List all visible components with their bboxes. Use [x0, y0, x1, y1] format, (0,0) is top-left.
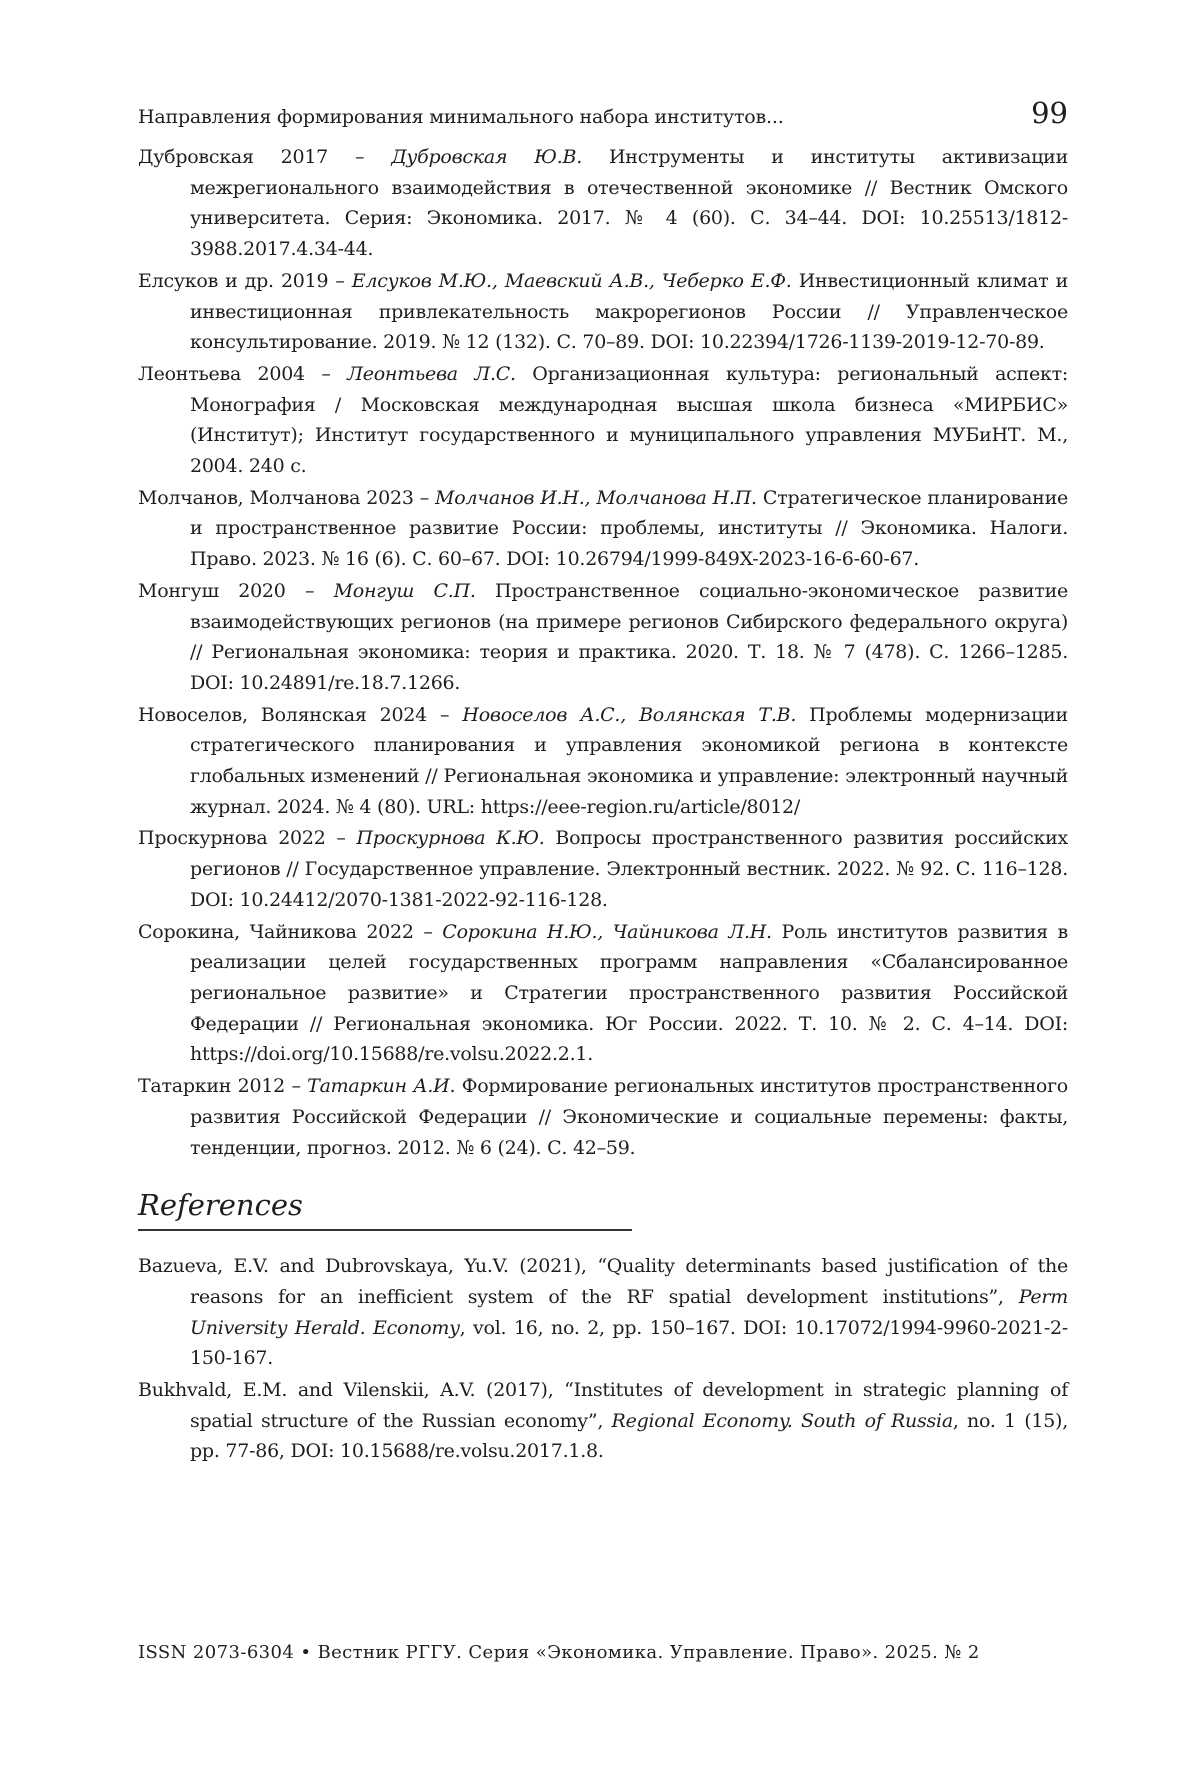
page-content — [138, 96, 1068, 1468]
reference-entry: Сорокина, Чайникова 2022 – Сорокина Н.Ю., Чайникова Л.Н. Роль институтов развития в реализации целей государственных программ направления «Сбалансированное региональное развитие» и Стратегии пространственного развития Российской Федерации // Региональная экономика. Юг России. 2022. Т. 10. № 2. С. 4–14. DOI: https://doi.org/10.15688/re.volsu.2022.2.1. — [138, 917, 1068, 1071]
reference-entry: Проскурнова 2022 – Проскурнова К.Ю. Вопросы пространственного развития российских регионов // Государственное управление. Электронный вестник. 2022. № 92. С. 116–128. DOI: 10.24412/2070-1381-2022-92-116-128. — [138, 823, 1068, 915]
running-head — [138, 96, 1068, 130]
reference-entry: Монгуш 2020 – Монгуш С.П. Пространственное социально-экономическое развитие взаимодействующих регионов (на примере регионов Сибирского федерального округа) // Региональная экономика: теория и практика. 2020. Т. 18. № 7 (478). С. 1266–1285. DOI: 10.24891/re.18.7.1266. — [138, 576, 1068, 699]
page-number: 99 — [1031, 96, 1068, 130]
reference-entry: Новоселов, Волянская 2024 – Новоселов А.С., Волянская Т.В. Проблемы модернизации стратегического планирования и управления экономикой региона в контексте глобальных изменений // Региональная экономика и управление: электронный научный журнал. 2024. № 4 (80). URL: https://eee-region.ru/article/8012/ — [138, 700, 1068, 823]
russian-reference-list — [138, 142, 1068, 1163]
reference-entry: Молчанов, Молчанова 2023 – Молчанов И.Н., Молчанова Н.П. Стратегическое планирование и пространственное развитие России: проблемы, институты // Экономика. Налоги. Право. 2023. № 16 (6). С. 60–67. DOI: 10.26794/1999-849X-2023-16-6-60-67. — [138, 483, 1068, 575]
reference-entry: Татаркин 2012 – Татаркин А.И. Формирование региональных институтов пространственного развития Российской Федерации // Экономические и социальные перемены: факты, тенденции, прогноз. 2012. № 6 (24). С. 42–59. — [138, 1071, 1068, 1163]
heading-underline — [138, 1229, 632, 1231]
reference-entry: Леонтьева 2004 – Леонтьева Л.С. Организационная культура: региональный аспект: Монография / Московская международная высшая школа бизнеса «МИРБИС» (Институт); Институт государственного и муниципального управления МУБиНТ. М., 2004. 240 с. — [138, 359, 1068, 482]
reference-entry: Bazueva, E.V. and Dubrovskaya, Yu.V. (2021), “Quality determinants based justification of the reasons for an inefficient system of the RF spatial development institutions”, Perm University Herald. Economy, vol. 16, no. 2, pp. 150–167. DOI: 10.17072/1994-9960-2021-2-150-167. — [138, 1251, 1068, 1374]
reference-entry: Дубровская 2017 – Дубровская Ю.В. Инструменты и институты активизации межрегионального взаимодействия в отечественной экономике // Вестник Омского университета. Серия: Экономика. 2017. № 4 (60). С. 34–44. DOI: 10.25513/1812-3988.2017.4.34-44. — [138, 142, 1068, 265]
running-title: Направления формирования минимального набора институтов... — [138, 106, 784, 128]
page-footer: ISSN 2073-6304 • Вестник РГГУ. Серия «Экономика. Управление. Право». 2025. № 2 — [138, 1642, 1068, 1663]
reference-entry: Bukhvald, E.M. and Vilenskii, A.V. (2017), “Institutes of development in strategic planning of spatial structure of the Russian economy”, Regional Economy. South of Russia, no. 1 (15), pp. 77-86, DOI: 10.15688/re.volsu.2017.1.8. — [138, 1375, 1068, 1467]
reference-entry: Елсуков и др. 2019 – Елсуков М.Ю., Маевский А.В., Чеберко Е.Ф. Инвестиционный климат и инвестиционная привлекательность макрорегионов России // Управленческое консультирование. 2019. № 12 (132). С. 70–89. DOI: 10.22394/1726-1139-2019-12-70-89. — [138, 266, 1068, 358]
english-reference-list — [138, 1251, 1068, 1467]
references-heading: References — [138, 1187, 1068, 1223]
